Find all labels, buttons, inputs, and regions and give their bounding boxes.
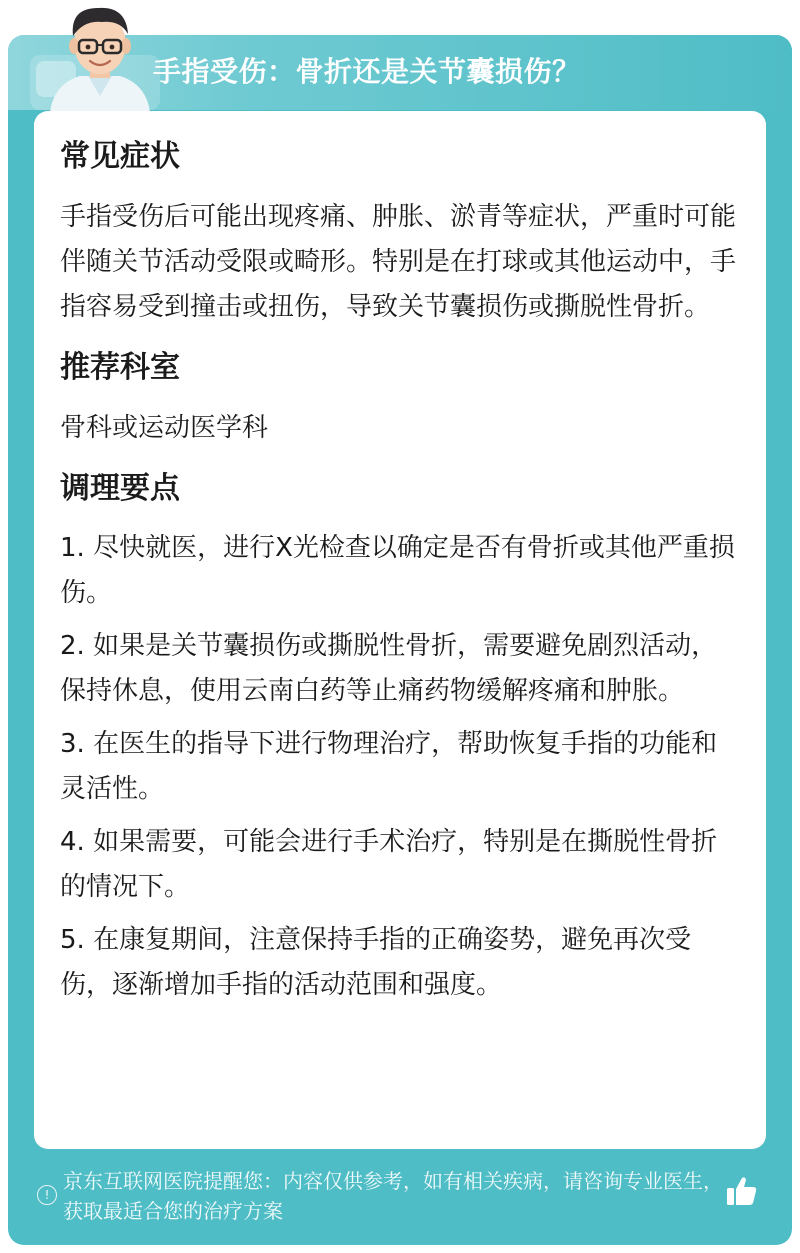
- section-paragraph: 手指受伤后可能出现疼痛、肿胀、淤青等症状，严重时可能伴随关节活动受限或畸形。特别是在打球或其他运动中，手指容易受到撞击或扭伤，导致关节囊损伤或撕脱性骨折。: [60, 202, 737, 322]
- section-paragraph: 骨科或运动医学科: [60, 413, 269, 443]
- disclaimer-text: 京东互联网医院提醒您：内容仅供参考，如有相关疾病，请咨询专业医生，获取最适合您的治疗方案: [63, 1169, 723, 1223]
- section-title: 常见症状: [60, 139, 180, 174]
- list-item: 2. 如果是关节囊损伤或撕脱性骨折，需要避免剧烈活动，保持休息，使用云南白药等止痛药物缓解疼痛和肿胀。: [60, 631, 718, 706]
- list-item: 1. 尽快就医，进行X光检查以确定是否有骨折或其他严重损伤。: [60, 533, 735, 608]
- content-card: [34, 111, 766, 1149]
- section-care-points: [60, 467, 740, 1008]
- section-symptoms: [60, 135, 740, 330]
- section-title: 推荐科室: [60, 350, 180, 385]
- list-item: 4. 如果需要，可能会进行手术治疗，特别是在撕脱性骨折的情况下。: [60, 827, 718, 902]
- thumbs-up-icon[interactable]: [724, 1173, 760, 1209]
- section-title: 调理要点: [60, 471, 180, 506]
- list-item: 3. 在医生的指导下进行物理治疗，帮助恢复手指的功能和灵活性。: [60, 729, 718, 804]
- section-department: [60, 346, 740, 451]
- doctor-avatar-icon: [40, 0, 160, 112]
- article-body: [60, 135, 740, 1008]
- info-icon: !: [37, 1185, 57, 1205]
- list-item: 5. 在康复期间，注意保持手指的正确姿势，避免再次受伤，逐渐增加手指的活动范围和强度。: [60, 925, 692, 1000]
- page-title: 手指受伤：骨折还是关节囊损伤？: [153, 55, 581, 88]
